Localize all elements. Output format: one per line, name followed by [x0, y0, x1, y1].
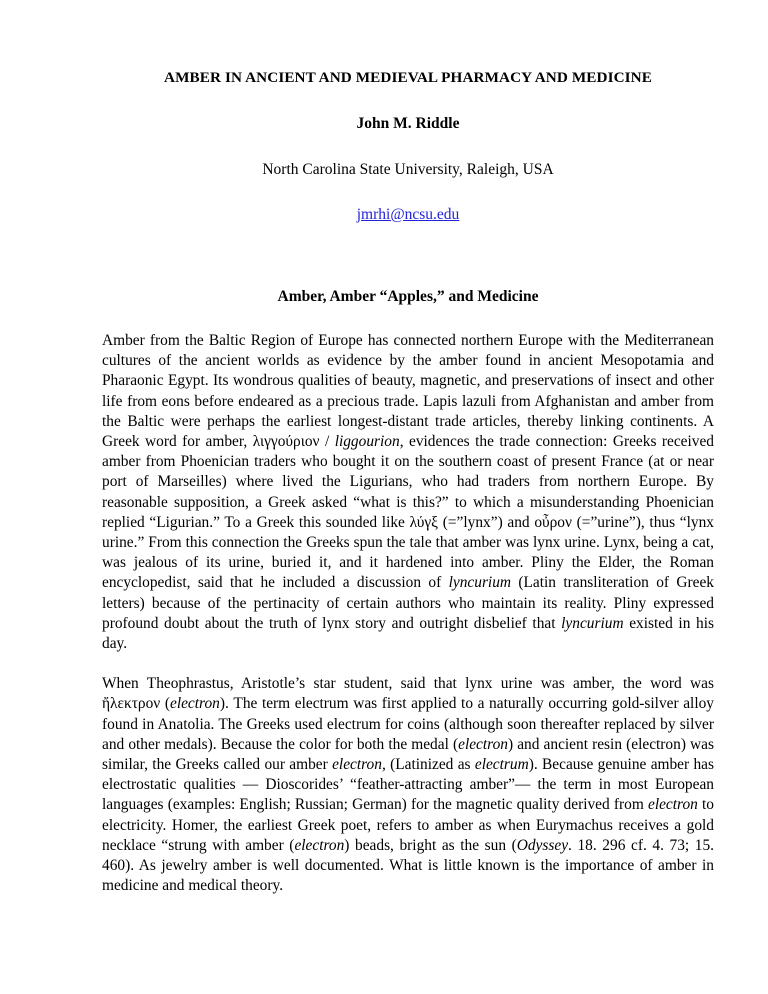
section-heading: Amber, Amber “Apples,” and Medicine: [277, 288, 539, 305]
text-run: to electricity. Homer, the earliest Greek poet, refers to amber as when Eurymachus receives a gold necklace “strung with amber (: [102, 796, 714, 854]
greek-term: λύγξ: [409, 513, 439, 531]
italic-term: electron,: [332, 756, 386, 774]
italic-term: lyncurium: [448, 574, 512, 592]
text-run: Amber from the Baltic Region of Europe has connected northern Europe with the Mediterranean cultures of the ancient worlds as evidence by the amber found in ancient Mesopotamia and Pharaonic Egypt. Its wondrous qualities of beauty, magnetic, and preservations of insect and other life from eons before endeared as a precious trade. Lapis lazuli from Afghanistan and amber from the Baltic were perhaps the earliest longest-distant trade articles, thereby linking continents. A Greek word for amber,: [102, 332, 714, 451]
email-line: [102, 180, 714, 225]
greek-term: λιγγούριον: [252, 433, 320, 451]
italic-term: Odyssey: [516, 836, 569, 854]
text-run: ). Because genuine amber has electrostatic qualities — Dioscorides’ “feather-attracting amber”— the term in most European languages (examples: English; Russian; German) for the magnetic quality derived from: [102, 756, 714, 814]
text-run: ) beads, bright as the sun (: [344, 836, 517, 854]
italic-term: electron: [647, 796, 698, 814]
text-run: (: [160, 695, 170, 713]
italic-term: electrum: [474, 756, 529, 774]
body-paragraph-2: [102, 654, 714, 896]
italic-term: electron: [294, 836, 345, 854]
page-title: AMBER IN ANCIENT AND MEDIEVAL PHARMACY AND MEDICINE: [164, 69, 652, 86]
text-run: (=”lynx”) and: [438, 513, 535, 531]
document-content-column: [102, 0, 714, 896]
text-run: When Theophrastus, Aristotle’s star student, said that lynx urine was amber, the word was: [102, 675, 714, 693]
greek-term: ἤλεκτρον: [102, 695, 161, 713]
greek-term: οὖρον: [534, 513, 572, 531]
text-run: (=”urine”), thus “lynx urine.” From this connection the Greeks spun the tale that amber was lynx urine. Lynx, being a cat, was jealous of its urine, buried it, and it hardened into amber. Pliny the Elder, the Roman encyclopedist, said that he included a discussion of: [102, 513, 714, 592]
author-affiliation: North Carolina State University, Raleigh, USA: [262, 161, 554, 178]
text-run: . 18. 296 cf. 4. 73; 15. 460). As jewelry amber is well documented. What is little known is the importance of amber in medicine and medical theory.: [102, 836, 715, 895]
text-run: existed in his day.: [102, 614, 714, 653]
text-run: /: [319, 433, 335, 451]
text-run: (Latinized as: [385, 756, 475, 774]
text-run: , evidences the trade connection: Greeks received amber from Phoenician traders who bought it on the southern coast of present France (at or near port of Marseilles) where lived the Ligurians, who had traders from northern Europe. By reasonable supposition, a Greek asked “what is this?” to which a misunderstanding Phoenician replied “Ligurian.” To a Greek this sounded like: [102, 433, 714, 531]
text-run: ). The term electrum was first applied to a naturally occurring gold-silver alloy found in Anatolia. The Greeks used electrum for coins (although soon thereafter replaced by silver and other medals). Because the color for both the medal (: [102, 695, 714, 753]
italic-term: lyncurium: [561, 614, 624, 632]
text-run: (Latin transliteration of Greek letters) because of the pertinacity of certain authors who maintain its reality. Pliny expressed profound doubt about the truth of lynx story and outright disbelief that: [102, 574, 714, 632]
body-paragraph-1: [102, 307, 714, 654]
italic-term: electron: [458, 735, 508, 753]
italic-term: liggourion: [334, 433, 400, 451]
text-run: ) and ancient resin (electron) was similar, the Greeks called our amber: [102, 735, 714, 774]
author-name: John M. Riddle: [356, 115, 460, 132]
italic-term: electron: [169, 695, 220, 713]
author-email-link[interactable]: jmrhi@ncsu.edu: [356, 206, 460, 223]
